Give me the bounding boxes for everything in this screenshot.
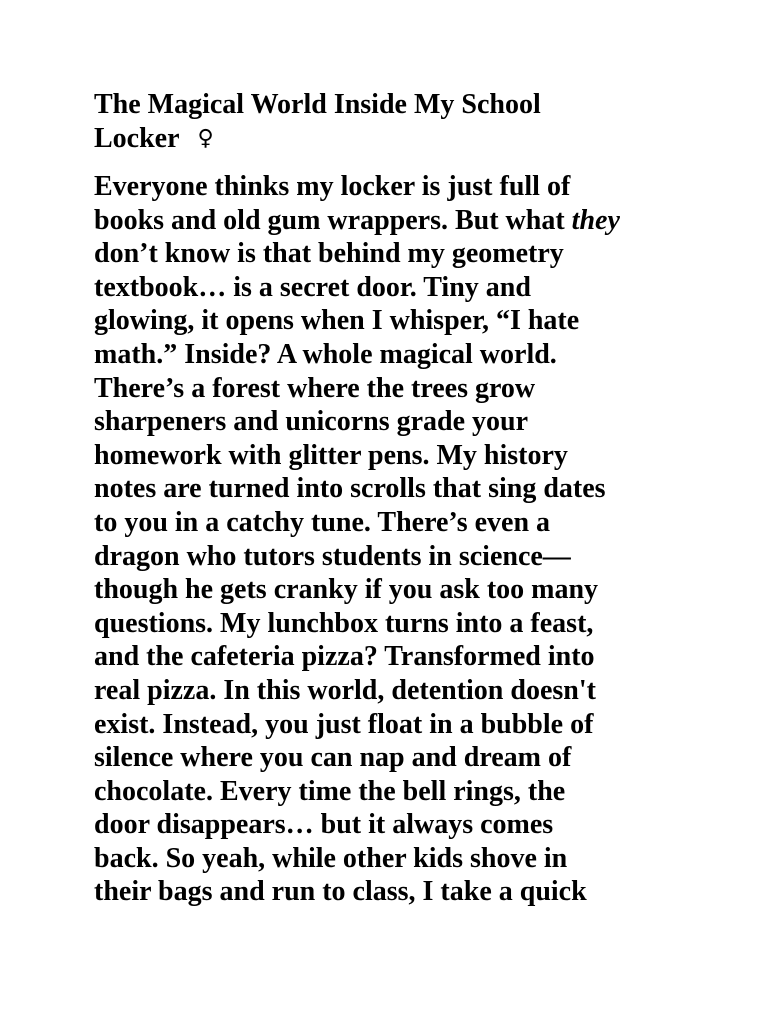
body-line bbox=[94, 875, 694, 909]
body-line bbox=[94, 405, 694, 439]
body-line-text: sharpeners and unicorns grade your bbox=[94, 406, 529, 438]
body-line bbox=[94, 439, 694, 473]
body-line bbox=[94, 472, 694, 506]
title-line-2-text: Locker bbox=[94, 123, 180, 154]
body-line bbox=[94, 674, 694, 708]
body-line-text: silence where you can nap and dream of bbox=[94, 742, 572, 774]
body-line-text: math.” Inside? A whole magical world. bbox=[94, 338, 557, 370]
body-line-text: There’s a forest where the trees grow bbox=[94, 372, 536, 404]
body-line bbox=[94, 573, 694, 607]
body-line bbox=[94, 271, 694, 305]
body-line bbox=[94, 237, 694, 271]
body-line bbox=[94, 808, 694, 842]
body-line bbox=[94, 741, 694, 775]
body-line-text: notes are turned into scrolls that sing dates bbox=[94, 473, 606, 505]
body-line bbox=[94, 304, 694, 338]
body-line bbox=[94, 775, 694, 809]
document-title bbox=[94, 88, 694, 156]
body-line-text: door disappears… but it always comes bbox=[94, 809, 554, 841]
body-line-text: exist. Instead, you just float in a bubble of bbox=[94, 708, 594, 740]
body-line-text: chocolate. Every time the bell rings, the bbox=[94, 775, 566, 807]
body-line-text: back. So yeah, while other kids shove in bbox=[94, 842, 568, 874]
body-line-text: their bags and run to class, I take a quick bbox=[94, 876, 587, 908]
female-symbol-icon: ♀ bbox=[197, 126, 214, 151]
body-line-text: Everyone thinks my locker is just full of bbox=[94, 171, 571, 202]
body-line bbox=[94, 170, 694, 204]
body-line-text: textbook… is a secret door. Tiny and bbox=[94, 271, 531, 303]
title-line-1: The Magical World Inside My School bbox=[94, 89, 541, 120]
body-line bbox=[94, 540, 694, 574]
body-line-text: books and old gum wrappers. But what bbox=[94, 204, 572, 236]
body-line-text: real pizza. In this world, detention doesn't bbox=[94, 674, 596, 706]
body-line bbox=[94, 506, 694, 540]
body-line bbox=[94, 842, 694, 876]
body-line-text: to you in a catchy tune. There’s even a bbox=[94, 506, 551, 538]
body-line bbox=[94, 640, 694, 674]
body-line-text: though he gets cranky if you ask too many bbox=[94, 574, 599, 606]
body-line-text: don’t know is that behind my geometry bbox=[94, 238, 564, 270]
title-line-2 bbox=[94, 122, 694, 156]
body-line bbox=[94, 372, 694, 406]
body-paragraph bbox=[94, 170, 694, 909]
body-line-text: glowing, it opens when I whisper, “I hate bbox=[94, 305, 580, 337]
body-line-text: dragon who tutors students in science— bbox=[94, 540, 571, 572]
document-page bbox=[94, 88, 694, 909]
body-line-text: questions. My lunchbox turns into a feast, bbox=[94, 607, 594, 639]
body-line-text: homework with glitter pens. My history bbox=[94, 439, 568, 471]
body-line-text: and the cafeteria pizza? Transformed into bbox=[94, 641, 595, 673]
body-line bbox=[94, 708, 694, 742]
body-line bbox=[94, 338, 694, 372]
body-line bbox=[94, 607, 694, 641]
body-line-emphasis: they bbox=[571, 204, 620, 236]
body-line bbox=[94, 204, 694, 238]
